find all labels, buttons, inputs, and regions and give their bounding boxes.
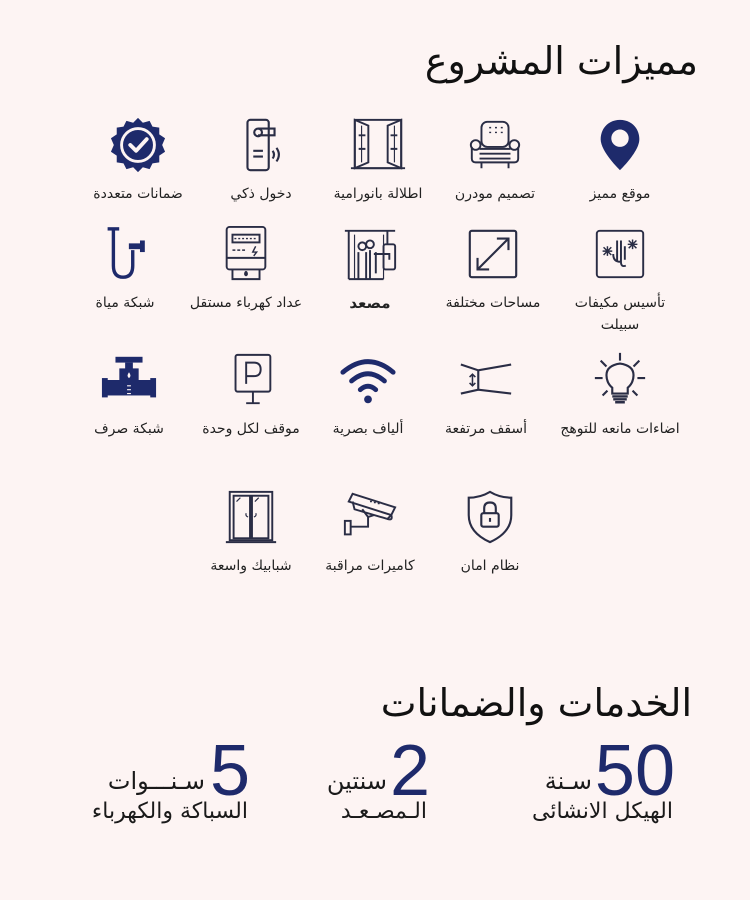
feature-label: اضاءات مانعه للتوهج bbox=[560, 421, 680, 437]
stat-number: 5 bbox=[209, 731, 250, 811]
elevator-icon bbox=[340, 224, 400, 284]
feature-label: عداد كهرباء مستقل bbox=[189, 295, 303, 311]
drain-valve-icon bbox=[99, 350, 159, 410]
feature-fiber-optics bbox=[303, 350, 433, 440]
feature-water-network bbox=[60, 224, 190, 314]
stat-number: 2 bbox=[389, 731, 430, 811]
resize-arrows-icon bbox=[463, 224, 523, 284]
stat-structure-warranty bbox=[495, 731, 695, 835]
feature-label: دخول ذكي bbox=[230, 186, 292, 202]
feature-modern-design bbox=[430, 115, 560, 205]
feature-label: أسقف مرتفعة bbox=[444, 421, 528, 437]
stat-plumbing-electric-warranty bbox=[70, 731, 270, 835]
feature-label: شبكة مياة bbox=[95, 295, 155, 311]
light-bulb-icon bbox=[590, 350, 650, 410]
feature-panoramic-view bbox=[313, 115, 443, 205]
feature-prime-location bbox=[555, 115, 685, 205]
smart-door-lock-icon bbox=[231, 115, 291, 175]
cctv-camera-icon bbox=[340, 487, 400, 547]
services-title: الخدمات والضمانات bbox=[380, 681, 692, 726]
feature-wide-windows bbox=[186, 487, 316, 577]
feature-cctv-cameras bbox=[305, 487, 435, 577]
armchair-icon bbox=[465, 115, 525, 175]
feature-label: تأسيس مكيفات سبيلت bbox=[574, 295, 666, 333]
feature-anti-glare-lighting bbox=[555, 350, 685, 440]
verified-badge-icon bbox=[108, 115, 168, 175]
feature-label: شبكة صرف bbox=[94, 421, 164, 437]
electric-meter-icon bbox=[216, 224, 276, 284]
feature-split-ac bbox=[555, 224, 685, 336]
stat-subject: الهيكل الانشائى bbox=[532, 799, 673, 824]
stat-subject: السباكة والكهرباء bbox=[91, 799, 248, 824]
feature-label: اطلالة بانورامية bbox=[333, 186, 423, 202]
feature-multiple-warranties bbox=[73, 115, 203, 205]
feature-smart-entry bbox=[196, 115, 326, 205]
feature-label: تصميم مودرن bbox=[454, 186, 536, 202]
feature-label: موقع مميز bbox=[589, 186, 651, 202]
parking-sign-icon bbox=[221, 350, 281, 410]
feature-label: شبابيك واسعة bbox=[210, 558, 292, 574]
feature-drainage-network bbox=[64, 350, 194, 440]
high-ceiling-icon bbox=[456, 350, 516, 410]
stat-unit: سـنـــوات bbox=[107, 767, 205, 795]
wifi-icon bbox=[338, 350, 398, 410]
split-ac-icon bbox=[590, 224, 650, 284]
location-pin-icon bbox=[590, 115, 650, 175]
panoramic-window-icon bbox=[348, 115, 408, 175]
feature-label: مساحات مختلفة bbox=[445, 295, 541, 311]
stat-number: 50 bbox=[594, 731, 675, 811]
stat-subject: الـمصـعـد bbox=[340, 799, 427, 824]
feature-independent-meter bbox=[181, 224, 311, 314]
security-shield-lock-icon bbox=[460, 487, 520, 547]
feature-security-system bbox=[425, 487, 555, 577]
stat-unit: سـنة bbox=[544, 767, 592, 795]
wide-window-icon bbox=[221, 487, 281, 547]
feature-label: ضمانات متعددة bbox=[93, 186, 183, 202]
feature-label: مصعد bbox=[349, 294, 391, 312]
feature-label: موقف لكل وحدة bbox=[202, 421, 300, 437]
stat-unit: سنتين bbox=[326, 767, 387, 795]
stat-elevator-warranty bbox=[295, 731, 495, 835]
feature-high-ceilings bbox=[421, 350, 551, 440]
features-title: مميزات المشروع bbox=[424, 39, 698, 84]
feature-label: كاميرات مراقبة bbox=[325, 558, 415, 574]
water-pipe-icon bbox=[95, 224, 155, 284]
feature-elevator bbox=[305, 224, 435, 314]
feature-parking-per-unit bbox=[186, 350, 316, 440]
feature-label: نظام امان bbox=[460, 558, 520, 574]
feature-various-areas bbox=[428, 224, 558, 314]
feature-label: ألياف بصرية bbox=[332, 421, 404, 437]
